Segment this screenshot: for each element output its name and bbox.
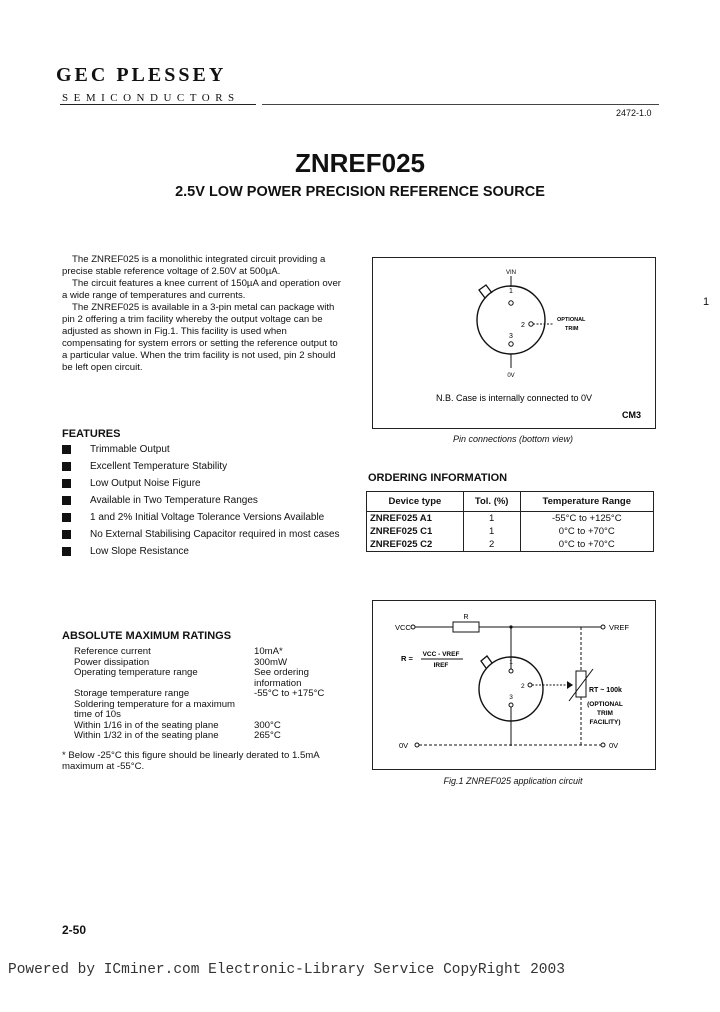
intro-text bbox=[62, 254, 344, 374]
vin-label: VIN bbox=[505, 270, 517, 276]
device-cell: ZNREF025 A1 bbox=[367, 512, 464, 526]
feature-item bbox=[62, 529, 352, 541]
formula-denominator: IREF bbox=[433, 662, 449, 669]
rating-label: Within 1/16 in of the seating plane bbox=[74, 719, 219, 731]
pin-diagram-caption: Pin connections (bottom view) bbox=[452, 434, 574, 444]
circuit-drawing bbox=[373, 601, 655, 769]
table-row bbox=[74, 668, 340, 689]
column-header: Device type bbox=[367, 492, 464, 512]
vcc-label: VCC bbox=[395, 623, 411, 632]
bullet-icon bbox=[62, 530, 71, 539]
pin2-dot bbox=[529, 322, 533, 326]
table-header-row bbox=[367, 492, 654, 512]
rating-value bbox=[254, 700, 340, 721]
features-heading: FEATURES bbox=[62, 428, 121, 440]
bullet-icon bbox=[62, 513, 71, 522]
intro-paragraph: The ZNREF025 is a monolithic integrated circuit providing a precise stable reference voltage of 2.50V at 500µA. bbox=[62, 254, 326, 277]
page-number: 2-50 bbox=[62, 923, 87, 937]
pin1-number: 1 bbox=[509, 659, 513, 666]
feature-text: Excellent Temperature Stability bbox=[90, 461, 228, 472]
trim-resistor bbox=[576, 671, 586, 697]
table-row bbox=[74, 647, 340, 658]
pin3-number: 3 bbox=[509, 333, 513, 340]
device-cell: ZNREF025 C2 bbox=[367, 538, 464, 552]
feature-text: Low Slope Resistance bbox=[90, 546, 189, 557]
rating-value: 300mW bbox=[254, 656, 288, 668]
rating-label: Storage temperature range bbox=[74, 688, 190, 699]
range-cell: -55°C to +125°C bbox=[520, 512, 653, 526]
bullet-icon bbox=[62, 547, 71, 556]
pin3-dot bbox=[509, 342, 513, 346]
pin-diagram-drawing bbox=[373, 258, 655, 428]
feature-text: No External Stabilising Capacitor required in most cases bbox=[90, 529, 340, 540]
rating-value: 265°C bbox=[254, 730, 281, 741]
ratings-footnote: * Below -25°C this figure should be linearly derated to 1.5mA maximum at -55°C. bbox=[62, 750, 320, 772]
stray-mark: 1 bbox=[703, 296, 710, 308]
tolerance-cell: 1 bbox=[463, 525, 520, 538]
feature-item bbox=[62, 478, 352, 490]
part-number: ZNREF025 bbox=[294, 148, 426, 178]
feature-text: Available in Two Temperature Ranges bbox=[90, 495, 258, 506]
rating-label: Soldering temperature for a maximum time of 10s bbox=[74, 698, 236, 720]
rt-label: RT ~ 100k bbox=[589, 687, 622, 694]
formula-left: R = bbox=[401, 654, 413, 663]
brand-subtitle: SEMICONDUCTORS bbox=[62, 92, 240, 104]
pin2-number: 2 bbox=[521, 322, 525, 329]
can-tab bbox=[479, 285, 492, 298]
resistor-r bbox=[453, 622, 479, 632]
tolerance-cell: 1 bbox=[463, 512, 520, 526]
feature-text: Trimmable Output bbox=[90, 444, 170, 455]
pin2-number: 2 bbox=[521, 683, 525, 690]
device-cell: ZNREF025 C1 bbox=[367, 525, 464, 538]
can-outline bbox=[477, 286, 545, 354]
bullet-icon bbox=[62, 462, 71, 471]
rating-value: -55°C to +175°C bbox=[254, 688, 325, 699]
pin-diagram bbox=[372, 257, 656, 429]
page-title: 2.5V LOW POWER PRECISION REFERENCE SOURCE bbox=[175, 184, 545, 200]
optional-label: (OPTIONAL bbox=[587, 701, 623, 708]
table-row bbox=[367, 512, 654, 526]
table-row bbox=[74, 731, 340, 742]
range-cell: 0°C to +70°C bbox=[520, 538, 653, 552]
rating-value: 300°C bbox=[254, 719, 281, 731]
feature-item bbox=[62, 546, 352, 558]
feature-item bbox=[62, 461, 352, 473]
ordering-heading: ORDERING INFORMATION bbox=[368, 472, 508, 484]
intro-paragraph: The ZNREF025 is available in a 3-pin metal can package with pin 2 offering a trim facility whereby the output voltage can be adjusted as shown in Fig.1. This facility is used when compensating for system errors or setting the reference output to a particular value. When the trim facility is not used, pin 2 should be left open circuit. bbox=[62, 302, 338, 373]
document-number: 2472-1.0 bbox=[616, 108, 652, 118]
figure-caption: Fig.1 ZNREF025 application circuit bbox=[443, 776, 583, 786]
trim-label: TRIM bbox=[597, 710, 613, 717]
package-code: CM3 bbox=[621, 410, 641, 420]
ratings-table bbox=[74, 647, 340, 742]
header-rule-right bbox=[262, 104, 659, 105]
range-cell: 0°C to +70°C bbox=[520, 525, 653, 538]
header-rule bbox=[60, 104, 256, 105]
feature-text: Low Output Noise Figure bbox=[90, 478, 201, 489]
pin1-dot bbox=[509, 301, 513, 305]
vref-label: VREF bbox=[609, 623, 630, 632]
feature-item bbox=[62, 444, 352, 456]
bullet-icon bbox=[62, 496, 71, 505]
column-header: Tol. (%) bbox=[463, 492, 520, 512]
rating-label: Power dissipation bbox=[74, 656, 150, 668]
facility-label: FACILITY) bbox=[589, 719, 621, 726]
rating-label: Within 1/32 in of the seating plane bbox=[74, 730, 219, 741]
trim-label: TRIM bbox=[565, 326, 579, 332]
case-note: N.B. Case is internally connected to 0V bbox=[435, 393, 593, 403]
ov-left-label: 0V bbox=[399, 741, 409, 750]
column-header: Temperature Range bbox=[520, 492, 653, 512]
formula-numerator: VCC - VREF bbox=[422, 651, 460, 658]
rating-value: 10mA* bbox=[254, 646, 283, 657]
feature-text: 1 and 2% Initial Voltage Tolerance Versions Available bbox=[90, 512, 325, 523]
pin3-number: 3 bbox=[509, 694, 513, 701]
ratings-heading: ABSOLUTE MAXIMUM RATINGS bbox=[62, 630, 232, 642]
table-row bbox=[367, 538, 654, 552]
ov-label: 0V bbox=[507, 373, 515, 379]
rating-label: Operating temperature range bbox=[74, 667, 198, 678]
feature-item bbox=[62, 512, 352, 524]
optional-label: OPTIONAL bbox=[557, 317, 586, 323]
table-row bbox=[367, 525, 654, 538]
ordering-table bbox=[366, 491, 654, 552]
application-circuit bbox=[372, 600, 656, 770]
pin1-number: 1 bbox=[509, 288, 513, 295]
table-row bbox=[74, 700, 340, 721]
feature-item bbox=[62, 495, 352, 507]
features-list bbox=[62, 444, 352, 563]
table-row bbox=[74, 689, 340, 700]
rating-value: See ordering information bbox=[254, 667, 309, 689]
tolerance-cell: 2 bbox=[463, 538, 520, 552]
ov-right-label: 0V bbox=[609, 741, 619, 750]
r-label: R bbox=[463, 614, 469, 621]
intro-paragraph: The circuit features a knee current of 150µA and operation over a wide range of temperatures and currents. bbox=[62, 278, 341, 301]
brand-name: GEC PLESSEY bbox=[56, 64, 227, 86]
bullet-icon bbox=[62, 445, 71, 454]
bullet-icon bbox=[62, 479, 71, 488]
rating-label: Reference current bbox=[74, 646, 151, 657]
footer-text: Powered by ICminer.com Electronic-Library Service CopyRight 2003 bbox=[8, 962, 565, 978]
